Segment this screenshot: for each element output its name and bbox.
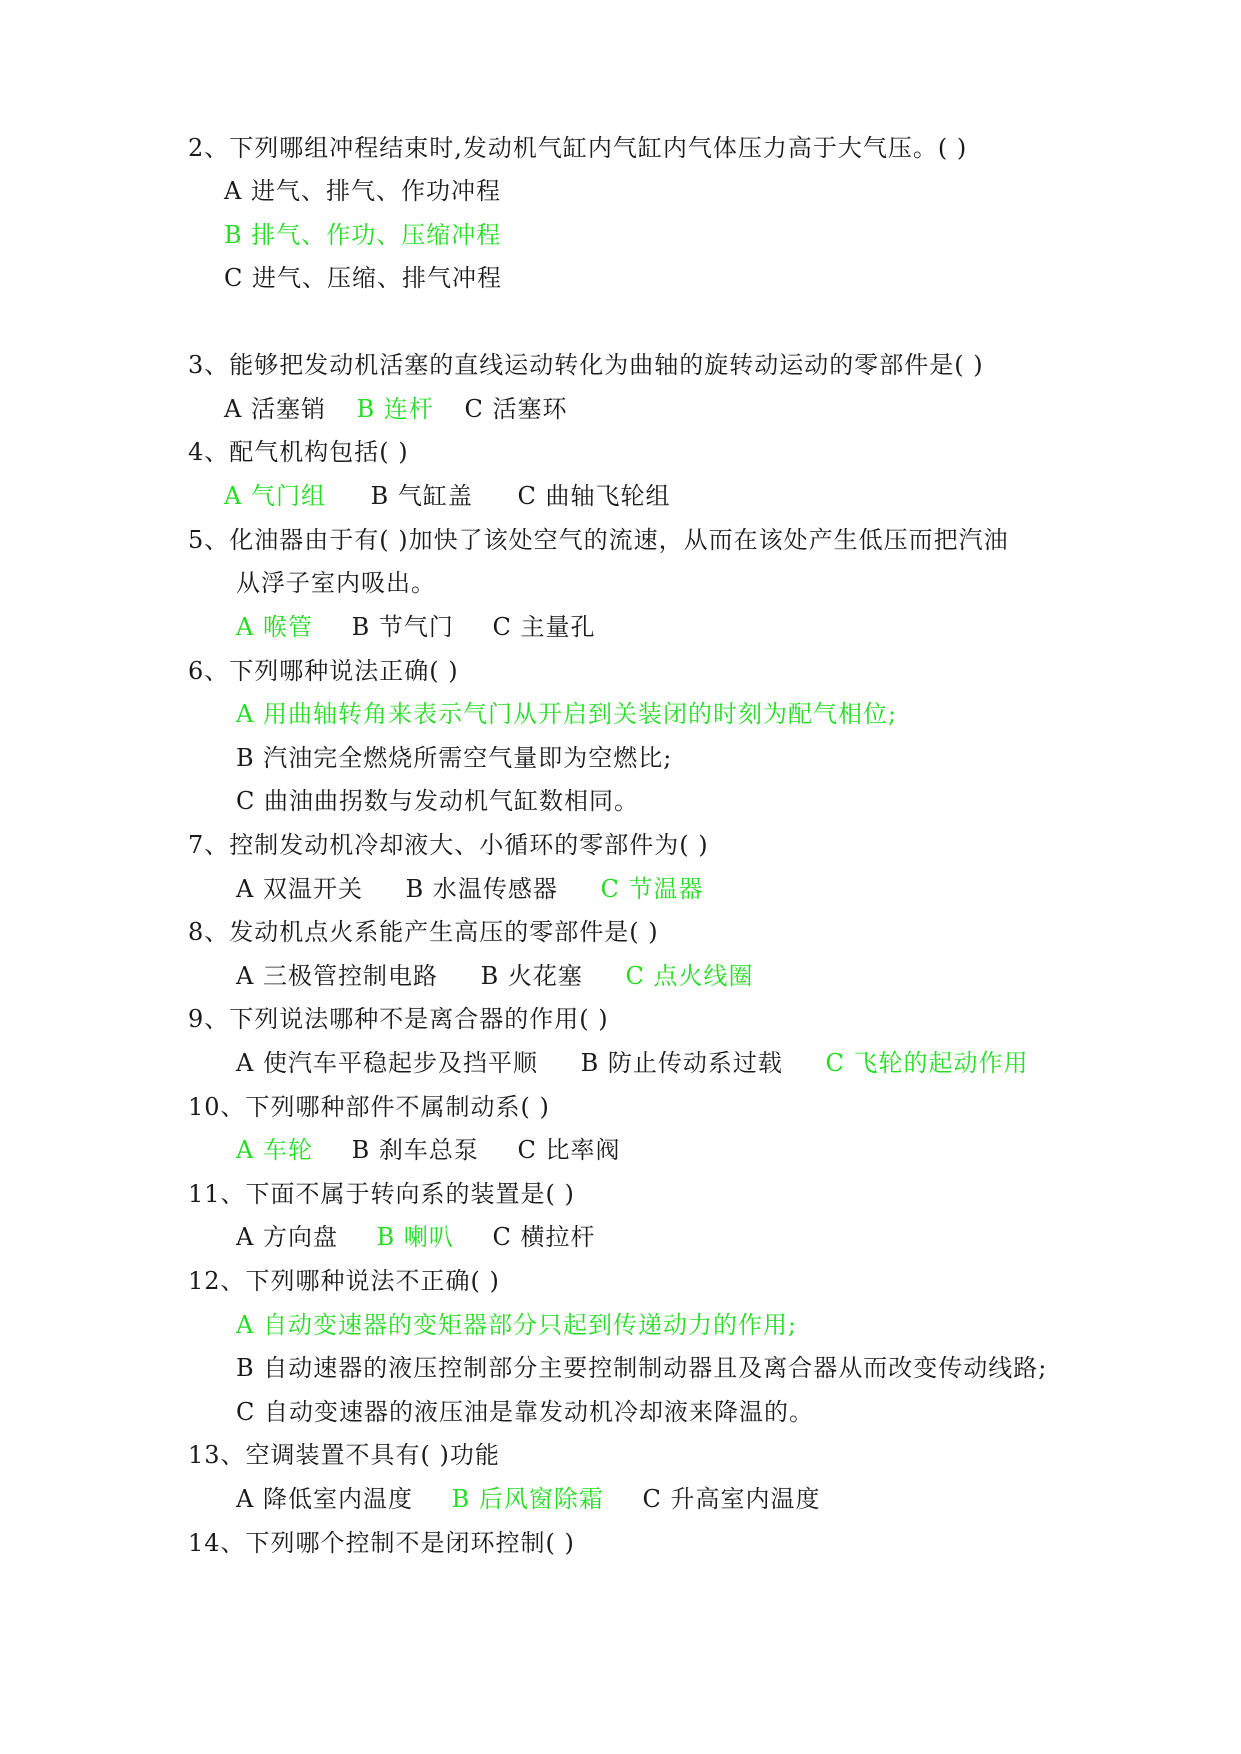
question-12-stem: 12、下列哪种说法不正确( ) [188,1267,500,1295]
question-4-option-a-answer: A 气门组 [224,482,326,510]
question-13-option-a: A 降低室内温度 [236,1485,413,1513]
question-11-option-b-answer: B 喇叭 [376,1223,454,1251]
question-12-option-a-answer: A 自动变速器的变矩器部分只起到传递动力的作用; [236,1311,798,1339]
question-11-option-c: C 横拉杆 [492,1223,596,1251]
question-2-stem: 2、下列哪组冲程结束时,发动机气缸内气缸内气体压力高于大气压。( ) [188,134,968,162]
question-3-option-b-answer: B 连杆 [356,395,434,423]
question-11-stem: 11、下面不属于转向系的装置是( ) [188,1180,575,1208]
question-4-option-b: B 气缸盖 [370,482,473,510]
question-5-stem: 5、化油器由于有( )加快了该处空气的流速，从而在该处产生低压而把汽油 [188,526,1009,554]
question-3-options [224,393,568,425]
question-3-option-c: C 活塞环 [464,395,568,423]
question-5-option-c: C 主量孔 [492,613,596,641]
question-6-option-c: C 曲油曲拐数与发动机气缸数相同。 [236,787,639,815]
question-8-option-b: B 火花塞 [480,962,583,990]
question-12-option-c: C 自动变速器的液压油是靠发动机冷却液来降温的。 [236,1398,814,1426]
question-3-option-a: A 活塞销 [224,395,326,423]
question-10-option-c: C 比率阀 [517,1136,621,1164]
question-5-option-a-answer: A 喉管 [236,613,313,641]
question-12-option-b: B 自动速器的液压控制部分主要控制制动器且及离合器从而改变传动线路; [236,1354,1048,1382]
question-11-option-a: A 方向盘 [236,1223,338,1251]
question-8-option-a: A 三极管控制电路 [236,962,438,990]
question-7-options [236,873,704,905]
question-8-options [236,960,754,992]
question-8-option-c-answer: C 点火线圈 [625,962,754,990]
question-7-option-b: B 水温传感器 [405,875,558,903]
question-4-stem: 4、配气机构包括( ) [188,438,409,466]
question-4-options [224,480,671,512]
question-10-stem: 10、下列哪种部件不属制动系( ) [188,1093,550,1121]
question-13-stem: 13、空调装置不具有( )功能 [188,1441,500,1469]
question-5-options [236,611,596,643]
question-13-option-c: C 升高室内温度 [642,1485,821,1513]
question-13-options [236,1483,821,1515]
question-9-option-b: B 防止传动系过载 [580,1049,783,1077]
question-4-option-c: C 曲轴飞轮组 [517,482,671,510]
question-9-option-a: A 使汽车平稳起步及挡平顺 [236,1049,538,1077]
question-6-stem: 6、下列哪种说法正确( ) [188,657,459,685]
question-5-option-b: B 节气门 [351,613,454,641]
question-2-option-a: A 进气、排气、作功冲程 [224,177,501,205]
question-10-option-b: B 刹车总泵 [351,1136,479,1164]
question-9-option-c-answer: C 飞轮的起动作用 [825,1049,1029,1077]
question-9-options [236,1047,1029,1079]
question-9-stem: 9、下列说法哪种不是离合器的作用( ) [188,1005,609,1033]
question-2-option-c: C 进气、压缩、排气冲程 [224,264,502,292]
question-10-options [236,1134,621,1166]
question-14-stem: 14、下列哪个控制不是闭环控制( ) [188,1529,575,1557]
question-7-stem: 7、控制发动机冷却液大、小循环的零部件为( ) [188,831,709,859]
question-3-stem: 3、能够把发动机活塞的直线运动转化为曲轴的旋转动运动的零部件是( ) [188,351,984,379]
question-8-stem: 8、发动机点火系能产生高压的零部件是( ) [188,918,659,946]
question-10-option-a-answer: A 车轮 [236,1136,313,1164]
question-2-option-b-answer: B 排气、作功、压缩冲程 [224,221,502,249]
question-6-option-b: B 汽油完全燃烧所需空气量即为空燃比; [236,744,673,772]
question-6-option-a-answer: A 用曲轴转角来表示气门从开启到关装闭的时刻为配气相位; [236,700,898,728]
question-13-option-b-answer: B 后风窗除霜 [451,1485,604,1513]
question-11-options [236,1221,596,1253]
question-7-option-c-answer: C 节温器 [600,875,704,903]
question-5-stem-continued: 从浮子室内吸出。 [236,569,436,597]
question-7-option-a: A 双温开关 [236,875,363,903]
